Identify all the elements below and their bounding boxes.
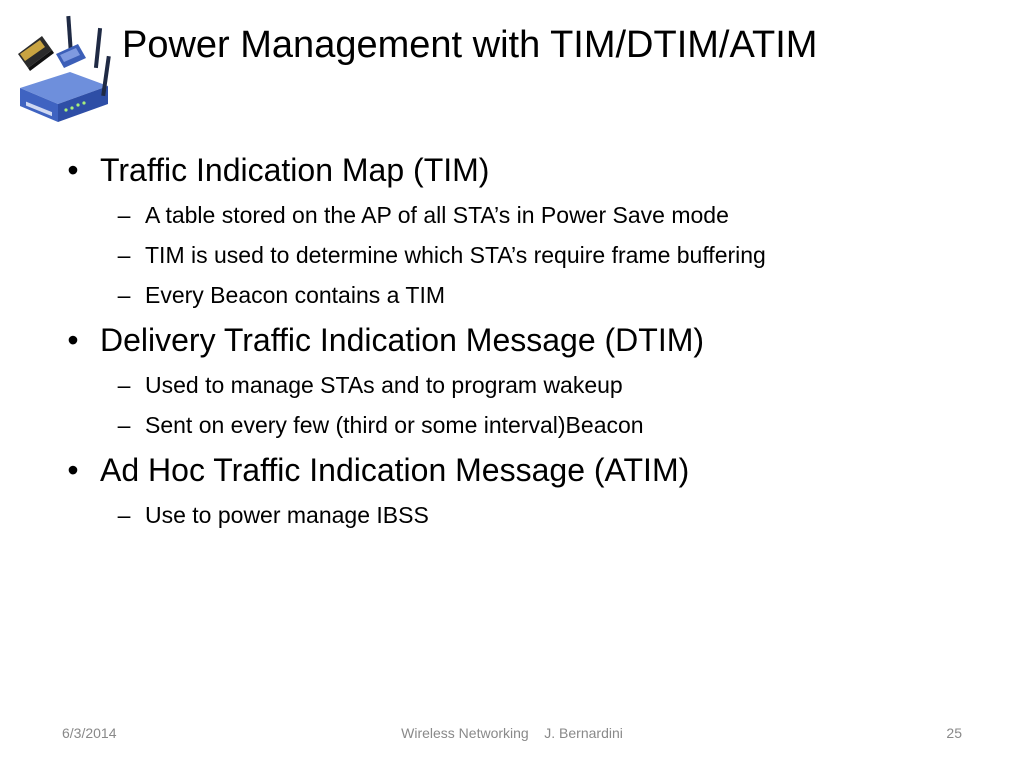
footer-date: 6/3/2014 [62,725,117,741]
sub-bullet-item [58,500,978,530]
dash-glyph: – [117,202,131,228]
sub-bullet-item [58,370,978,400]
bullet-glyph: • [67,152,79,188]
sub-bullet-text: Sent on every few (third or some interval)Beacon [145,412,644,438]
sub-bullet-text: Used to manage STAs and to program wakeup [145,372,623,398]
footer-author: J. Bernardini [544,725,623,741]
footer-course: Wireless Networking [401,725,529,741]
sub-bullet-text: Use to power manage IBSS [145,502,429,528]
wireless-router-icon [12,10,116,130]
bullet-glyph: • [67,322,79,358]
slide-title: Power Management with TIM/DTIM/ATIM [122,24,818,66]
sub-bullet-text: A table stored on the AP of all STA’s in Power Save mode [145,202,729,228]
bullet-text: Ad Hoc Traffic Indication Message (ATIM) [100,452,690,488]
footer-center [0,724,1024,742]
dash-glyph: – [117,502,131,528]
sub-bullet-item [58,240,978,270]
dash-glyph: – [117,282,131,308]
sub-bullet-text: TIM is used to determine which STA’s require frame buffering [145,242,766,268]
bullet-text: Traffic Indication Map (TIM) [100,152,490,188]
sub-bullet-item [58,410,978,440]
page-number: 25 [946,725,962,741]
dash-glyph: – [117,412,131,438]
dash-glyph: – [117,242,131,268]
bullet-text: Delivery Traffic Indication Message (DTIM) [100,322,705,358]
bullet-list [58,150,978,530]
bullet-glyph: • [67,452,79,488]
sub-bullet-text: Every Beacon contains a TIM [145,282,445,308]
bullet-item [58,150,978,190]
pc-card-icon [18,36,54,71]
sub-bullet-item [58,200,978,230]
bullet-item [58,320,978,360]
sub-bullet-item [58,280,978,310]
bullet-item [58,450,978,490]
dash-glyph: – [117,372,131,398]
